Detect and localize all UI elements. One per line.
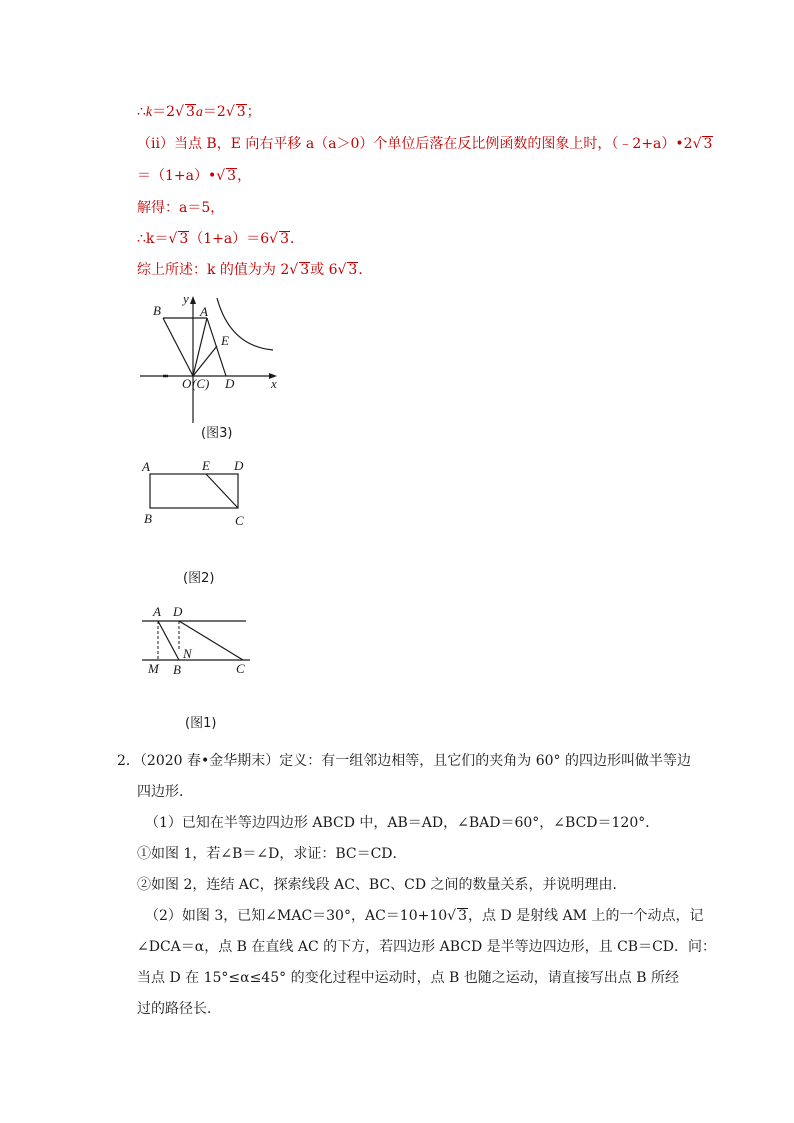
label-C: C [235, 513, 244, 528]
label-A: A [142, 459, 150, 474]
segment-AB [158, 621, 179, 660]
sqrt-3: 3 [280, 231, 289, 247]
label-A: A [153, 604, 161, 619]
case-ii-text: （ii）当点 B，E 向右平移 a（a＞0）个单位后落在反比例函数的图象上时，（﹣2+a）•2 [137, 136, 693, 152]
var-a: a [195, 105, 203, 120]
label-D: D [173, 604, 183, 619]
label-B: B [144, 511, 152, 526]
problem-2-line-2: 四边形． [137, 784, 193, 800]
summary-text: 综上所述：k 的值为为 2 [137, 262, 290, 278]
part2-text: （2）如图 3，已知∠MAC＝30°，AC＝10+10 [145, 908, 448, 924]
problem-2-part-2-line-3: 当点 D 在 15°≤α≤45° 的变化过程中运动时，点 B 也随之运动，请直接写出点 B 所经 [137, 970, 679, 986]
solve-text: 解得：a＝5， [137, 200, 225, 216]
punct: ， [237, 168, 252, 184]
problem-number: 2． [117, 753, 140, 769]
part2-text: ，点 D 是射线 AM 上的一个动点，记 [468, 908, 704, 924]
solution-line-3: ＝（1+a）•√ 3， [137, 168, 252, 184]
segment-BO [163, 318, 193, 376]
eq-text: ＝2 [152, 104, 176, 120]
problem-2-part-2-line-2: ∠DCA＝α，点 B 在直线 AC 的下方，若四边形 ABCD 是半等边四边形，且 CB＝CD．问： [137, 939, 717, 955]
label-C: C [236, 661, 245, 676]
punct: ． [358, 262, 373, 278]
summary-text: 或 6 [310, 262, 338, 278]
label-B: B [153, 303, 161, 318]
label-N: N [183, 646, 192, 661]
solution-line-1: ∴k＝2√ 3a＝2√ 3； [137, 104, 261, 120]
eq-text: ＝2 [202, 104, 226, 120]
solution-line-4 [137, 197, 224, 217]
punct: ； [246, 104, 261, 120]
sqrt-3: 3 [227, 168, 237, 184]
sqrt-3: 3 [348, 262, 358, 278]
problem-2-sub-2: ②如图 2，连结 AC，探索线段 AC、BC、CD 之间的数量关系，并说明理由． [137, 877, 627, 893]
sqrt-3: 3 [236, 104, 246, 120]
label-B: B [173, 662, 181, 677]
solution-line-5: ∴k＝√ 3（1+a）＝6√ 3． [137, 231, 304, 247]
sqrt-3: 3 [300, 262, 310, 278]
problem-2-part-2-line-4: 过的路径长． [137, 1001, 221, 1017]
label-A: A [200, 304, 208, 319]
figure-2 [138, 456, 258, 531]
sqrt-3: 3 [179, 231, 189, 247]
rectangle-ABCD [150, 474, 238, 508]
label-E: E [221, 333, 229, 348]
problem-2-part-2-line-1: （2）如图 3，已知∠MAC＝30°，AC＝10+10√ 3，点 D 是射线 AM 上的一个动点，记 [145, 908, 704, 924]
figure-1-caption: (图1) [185, 716, 217, 731]
segment-EC [206, 474, 238, 508]
label-D: D [234, 458, 244, 473]
label-D: D [225, 376, 235, 391]
label-C: (C) [192, 376, 210, 391]
problem-2-line-1 [117, 750, 691, 770]
sqrt-3: 3 [458, 908, 467, 924]
solution-line-2: （ii）当点 B，E 向右平移 a（a＞0）个单位后落在反比例函数的图象上时，（﹣2+a）•2√ 3 [137, 136, 713, 152]
problem-definition: 定义：有一组邻边相等，且它们的夹角为 60° 的四边形叫做半等边 [279, 753, 691, 769]
eq-text: （1+a）＝6 [189, 231, 270, 247]
problem-2-part-1: （1）已知在半等边四边形 ABCD 中，AB＝AD，∠BAD＝60°，∠BCD＝120°． [145, 815, 660, 831]
label-M: M [148, 661, 159, 676]
punct: ． [289, 231, 304, 247]
solution-line-6: 综上所述：k 的值为为 2√ 3或 6√ 3． [137, 262, 373, 278]
therefore-symbol: ∴ [137, 104, 146, 120]
sqrt-3: 3 [185, 104, 195, 120]
label-y: y [183, 291, 189, 306]
figure-3 [135, 288, 295, 428]
eq-text: ∴k＝ [137, 231, 169, 247]
figure-3-caption: (图3) [201, 426, 233, 441]
label-E: E [202, 458, 210, 473]
figure-1 [138, 600, 258, 682]
var-k: k [145, 105, 153, 120]
problem-source: （2020 春•金华期末） [139, 753, 280, 769]
sqrt-3: 3 [703, 136, 713, 152]
label-x: x [271, 376, 277, 391]
y-axis-arrow-icon [190, 296, 196, 304]
eq-text: ＝（1+a）• [137, 168, 217, 184]
label-O: O [182, 376, 192, 391]
problem-2-sub-1: ①如图 1，若∠B＝∠D，求证：BC＝CD． [137, 846, 407, 862]
figure-2-caption: (图2) [183, 571, 215, 586]
